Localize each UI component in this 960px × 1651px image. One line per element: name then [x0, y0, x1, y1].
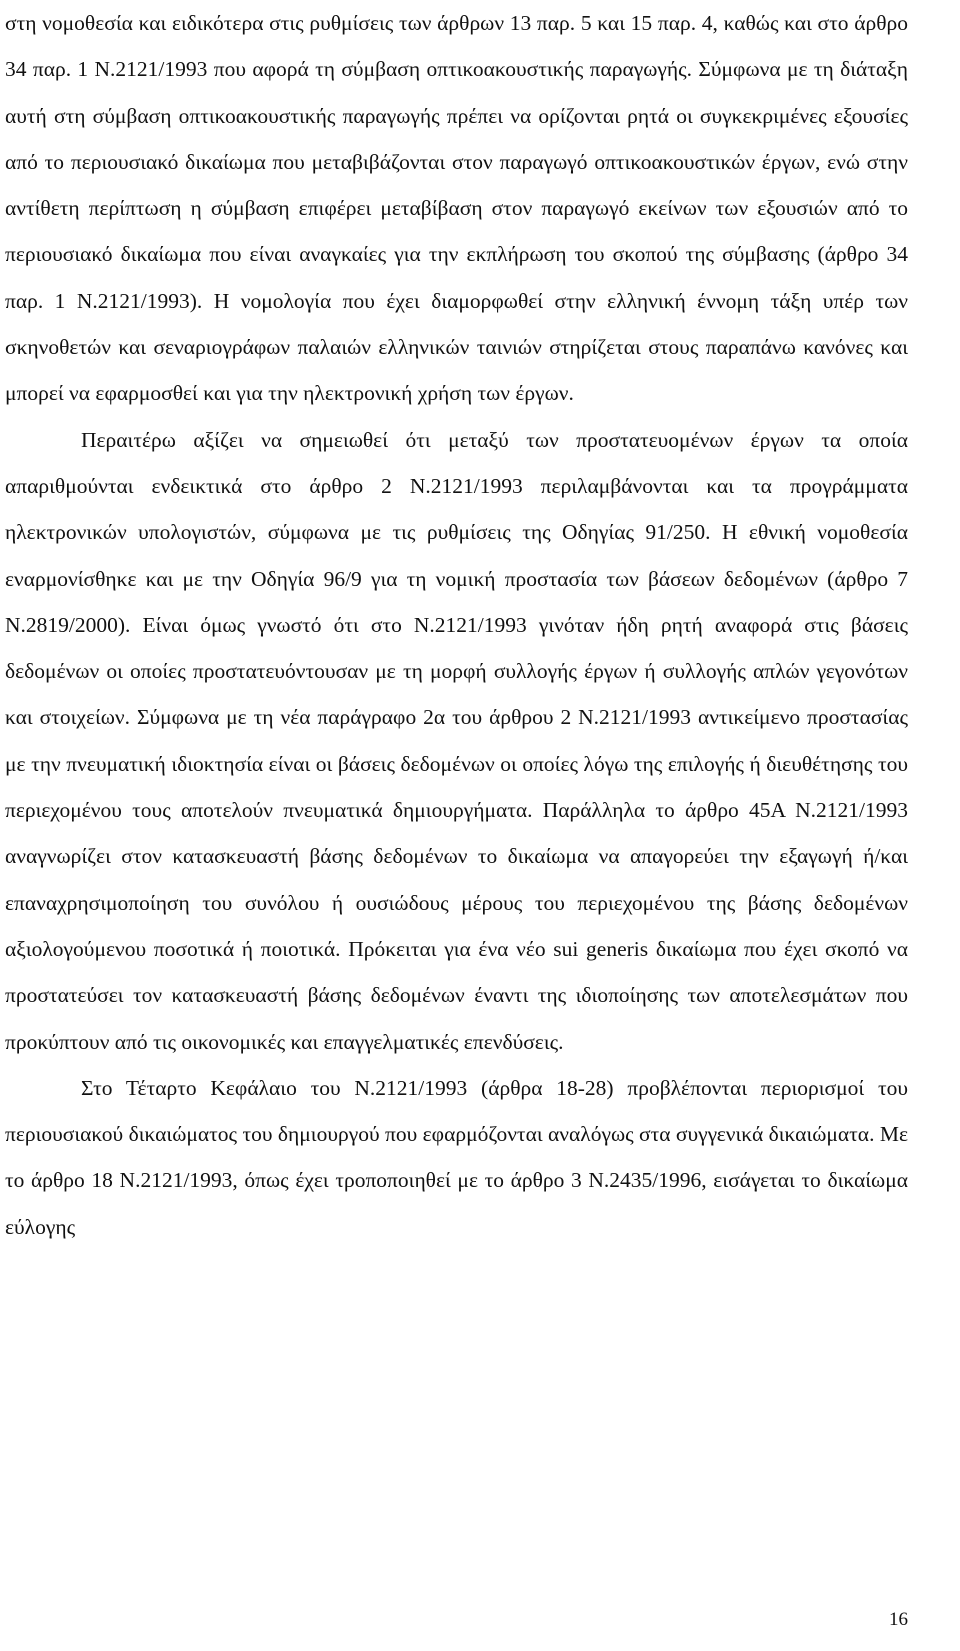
page-number: 16 — [889, 1609, 908, 1630]
paragraph-continuation: στη νομοθεσία και ειδικότερα στις ρυθμίσεις των άρθρων 13 παρ. 5 και 15 παρ. 4, καθώς και στο άρθρο 34 παρ. 1 Ν.2121/1993 που αφορά τη σύμβαση οπτικοακουστικής παραγωγής. Σύμφωνα με τη διάταξη αυτή στη σύμβαση οπτικοακουστικής παραγωγής πρέπει να ορίζονται ρητά οι συγκεκριμένες εξουσίες από το περιουσιακό δικαίωμα που μεταβιβάζονται στον παραγωγό οπτικοακουστικών έργων, ενώ στην αντίθετη περίπτωση η σύμβαση επιφέρει μεταβίβαση στον παραγωγό εκείνων των εξουσιών από το περιουσιακό δικαίωμα που είναι αναγκαίες για την εκπλήρωση του σκοπού της σύμβασης (άρθρο 34 παρ. 1 Ν.2121/1993). Η νομολογία που έχει διαμορφωθεί στην ελληνική έννομη τάξη υπέρ των σκηνοθετών και σεναριογράφων παλαιών ελληνικών ταινιών στηρίζεται στους παραπάνω κανόνες και μπορεί να εφαρμοσθεί και για την ηλεκτρονική χρήση των έργων. — [5, 11, 908, 406]
paragraph-chapter-four: Στο Τέταρτο Κεφάλαιο του Ν.2121/1993 (άρθρα 18-28) προβλέπονται περιορισμοί του περιουσιακού δικαιώματος του δημιουργού που εφαρμόζονται αναλόγως στα συγγενικά δικαιώματα. Με το άρθρο 18 Ν.2121/1993, όπως έχει τροποποιηθεί με το άρθρο 3 Ν.2435/1996, εισάγεται το δικαίωμα εύλογης — [5, 1075, 908, 1239]
paragraph-protected-works: Περαιτέρω αξίζει να σημειωθεί ότι μεταξύ των προστατευομένων έργων τα οποία απαριθμούνται ενδεικτικά στο άρθρο 2 Ν.2121/1993 περιλαμβάνονται και τα προγράμματα ηλεκτρονικών υπολογιστών, σύμφωνα με τις ρυθμίσεις της Οδηγίας 91/250. Η εθνική νομοθεσία εναρμονίσθηκε και με την Οδηγία 96/9 για τη νομική προστασία των βάσεων δεδομένων (άρθρο 7 Ν.2819/2000). Είναι όμως γνωστό ότι στο Ν.2121/1993 γινόταν ήδη ρητή αναφορά στις βάσεις δεδομένων οι οποίες προστατευόντουσαν με τη μορφή συλλογής έργων ή συλλογής απλών γεγονότων και στοιχείων. Σύμφωνα με τη νέα παράγραφο 2α του άρθρου 2 Ν.2121/1993 αντικείμενο προστασίας με την πνευματική ιδιοκτησία είναι οι βάσεις δεδομένων οι οποίες λόγω της επιλογής ή διευθέτησης του περιεχομένου τους αποτελούν πνευματικά δημιουργήματα. Παράλληλα το άρθρο 45Α Ν.2121/1993 αναγνωρίζει στον κατασκευαστή βάσης δεδομένων το δικαίωμα να απαγορεύει την εξαγωγή ή/και επαναχρησιμοποίηση του συνόλου ή ουσιώδους μέρους του περιεχομένου της βάσης δεδομένων αξιολογούμενου ποσοτικά ή ποιοτικά. Πρόκειται για ένα νέο sui generis δικαίωμα που έχει σκοπό να προστατεύσει τον κατασκευαστή βάσης δεδομένων έναντι της ιδιοποίησης των αποτελεσμάτων που προκύπτουν από τις οικονομικές και επαγγελματικές επενδύσεις. — [5, 427, 908, 1054]
document-body — [5, 0, 908, 1250]
